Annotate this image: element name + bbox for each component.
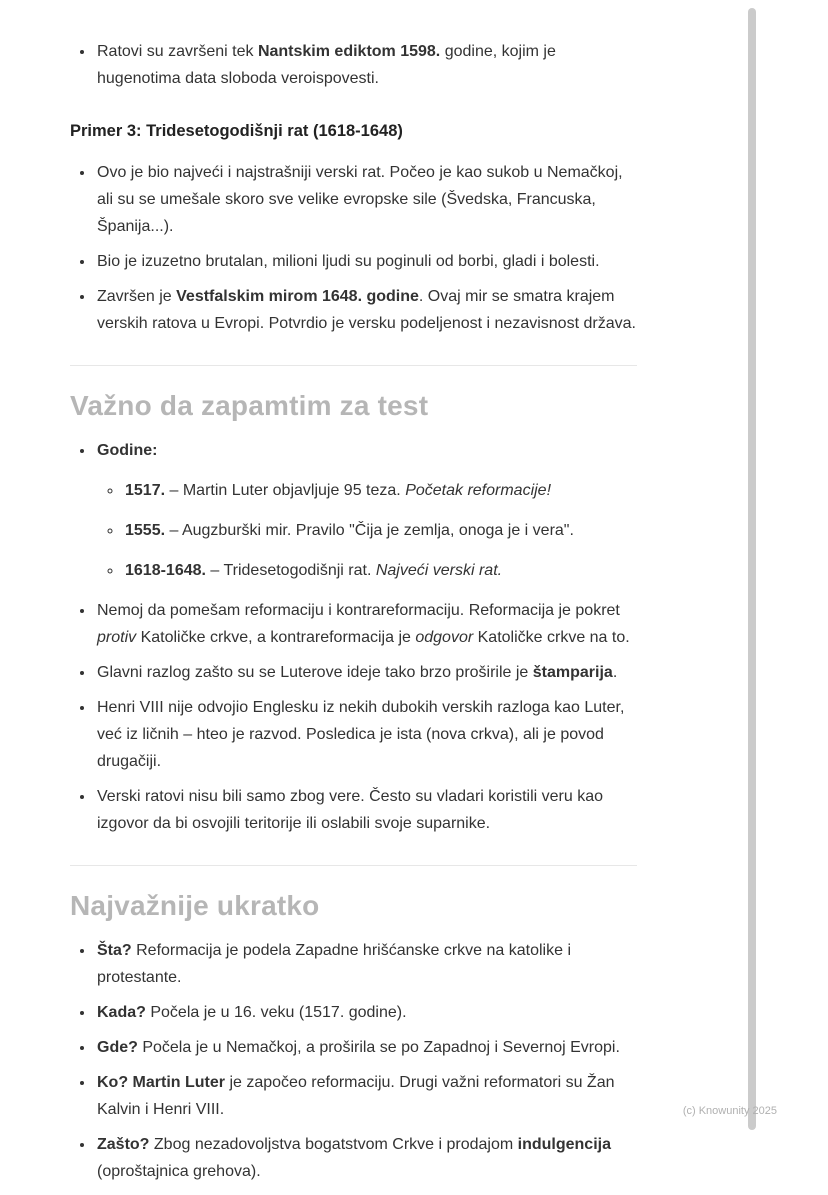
list-item-text [97, 942, 571, 986]
text-run: Reformacija je podela Zapadne hrišćanske crkve na katolike i protestante. [97, 942, 572, 986]
text-run: je započeo reformaciju. Drugi važni reformatori su Žan Kalvin i Henri VIII. [97, 1074, 615, 1118]
text-run: Vestfalskim mirom 1648. godine [176, 288, 419, 305]
copyright-watermark: (c) Knowunity 2025 [682, 1105, 777, 1117]
list-item [95, 999, 637, 1026]
sub-list-item-text [125, 562, 502, 579]
list-item [95, 248, 637, 275]
primer3-bullet-list [70, 159, 637, 337]
section-divider [70, 865, 637, 866]
text-run: Počela je u 16. veku (1517. godine). [145, 1004, 407, 1021]
text-run: Kada? [97, 1004, 146, 1021]
text-run: Katoličke crkve, a kontrareformacija je [136, 629, 416, 646]
list-item [95, 659, 637, 686]
text-run: Najveći verski rat. [375, 562, 503, 579]
sub-list-item [123, 557, 637, 584]
vazno-bullet-list [70, 437, 637, 837]
text-run: – Tridesetogodišnji rat. [205, 562, 376, 579]
list-item [95, 694, 637, 775]
text-run: indulgencija [517, 1136, 611, 1153]
intro-bullet-list [70, 38, 637, 92]
heading-najvaznije-ukratko: Najvažnije ukratko [70, 890, 320, 921]
text-run: – Augzburški mir. Pravilo "Čija je zemlja, onoga je i vera". [165, 522, 574, 539]
text-run: 1517. [125, 482, 166, 499]
text-run: (oproštajnica grehova). [97, 1163, 261, 1180]
heading-vazno-da-zapamtim: Važno da zapamtim za test [70, 390, 429, 421]
text-run: Glavni razlog zašto su se Luterove ideje tako brzo proširile je [97, 664, 533, 681]
text-run: Nemoj da pomešam reformaciju i kontrareformaciju. Reformacija je pokret [97, 602, 620, 619]
text-run: Ko? Martin Luter [97, 1074, 225, 1091]
list-item-text [97, 288, 636, 332]
vertical-scrollbar-thumb[interactable] [748, 8, 756, 1130]
text-run: Ovo je bio najveći i najstrašniji verski rat. Počeo je kao sukob u Nemačkoj, ali su se umešale skoro sve velike evropske sile (Švedska, Francuska, Španija...). [97, 164, 623, 235]
sub-list-item-text [125, 482, 551, 499]
text-run: 1618-1648. [125, 562, 206, 579]
list-item [95, 38, 637, 92]
list-item-text [97, 602, 630, 646]
text-run: Završen je [97, 288, 177, 305]
section-divider [70, 365, 637, 366]
text-run: Nantskim ediktom 1598. [257, 43, 441, 60]
sub-list-item [123, 517, 637, 544]
list-item-text [97, 1039, 620, 1056]
text-run: Gde? [97, 1039, 138, 1056]
list-item-text [97, 1136, 611, 1180]
text-run: Bio je izuzetno brutalan, milioni ljudi su poginuli od borbi, gladi i bolesti. [97, 253, 600, 270]
list-item [95, 597, 637, 651]
text-run: godine, kojim je hugenotima data sloboda veroispovesti. [97, 43, 556, 87]
text-run: štamparija [532, 664, 613, 681]
sub-list-item-text [125, 522, 574, 539]
godine-sub-list [97, 477, 637, 584]
list-item-text [97, 253, 600, 270]
text-run: Godine: [97, 442, 158, 459]
text-run: Zašto? [97, 1136, 150, 1153]
list-item-text [97, 164, 623, 235]
text-run: Zbog nezadovoljstva bogatstvom Crkve i prodajom [149, 1136, 518, 1153]
list-item [95, 159, 637, 240]
text-run: odgovor [415, 629, 474, 646]
text-run: 1555. [125, 522, 166, 539]
list-item-text [97, 43, 556, 87]
text-run: protiv [97, 629, 137, 646]
list-item [95, 783, 637, 837]
text-run: Početak reformacije! [405, 482, 552, 499]
sub-list-item [123, 477, 637, 504]
text-run: Šta? [97, 942, 132, 959]
list-item [95, 937, 637, 991]
text-run: Verski ratovi nisu bili samo zbog vere. Često su vladari koristili veru kao izgovor da bi osvojili teritorije ili oslabili svoje suparnike. [97, 788, 603, 832]
list-item [95, 437, 637, 584]
list-item-text [97, 1004, 407, 1021]
text-run: – Martin Luter objavljuje 95 teza. [165, 482, 406, 499]
document-content [70, 30, 637, 1195]
list-item [95, 283, 637, 337]
text-run: . [612, 664, 618, 681]
list-item [95, 1034, 637, 1061]
text-run: . Ovaj mir se smatra krajem verskih ratova u Evropi. Potvrdio je versku podeljenost i nezavisnost država. [97, 288, 636, 332]
list-item [95, 1069, 637, 1123]
text-run: Katoličke crkve na to. [473, 629, 630, 646]
text-run: Henri VIII nije odvojio Englesku iz nekih dubokih verskih razloga kao Luter, već iz ličnih – hteo je razvod. Posledica je ista (nova crkva), ali je povod drugačiji. [97, 699, 625, 770]
list-item [95, 1131, 637, 1185]
list-item-text [97, 664, 617, 681]
list-item-text [97, 442, 157, 459]
text-run: Počela je u Nemačkoj, a proširila se po Zapadnoj i Severnoj Evropi. [137, 1039, 620, 1056]
list-item-text [97, 1074, 615, 1118]
list-item-text [97, 788, 603, 832]
list-item-text [97, 699, 624, 770]
text-run: Ratovi su završeni tek [97, 43, 258, 60]
heading-primer-3: Primer 3: Tridesetogodišnji rat (1618-1648) [70, 122, 403, 140]
najvaznije-bullet-list [70, 937, 637, 1185]
